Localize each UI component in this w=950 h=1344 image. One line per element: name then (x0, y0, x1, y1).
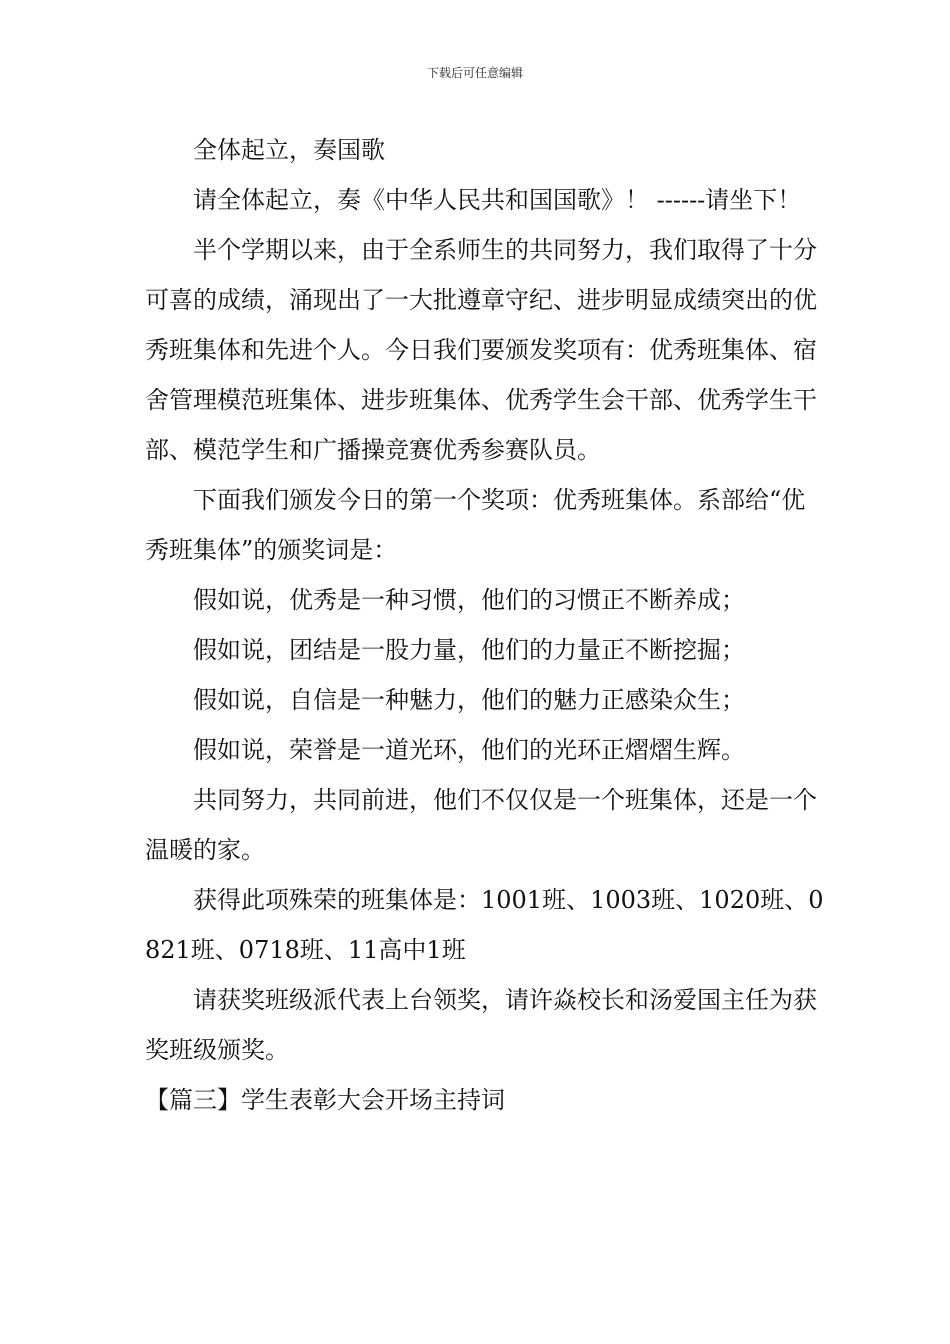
section-heading: 【篇三】学生表彰大会开场主持词 (145, 1086, 505, 1114)
paragraph-achievements: 半个学期以来，由于全系师生的共同努力，我们取得了十分可喜的成绩，涌现出了一大批遵章守纪、进步明显成绩突出的优秀班集体和先进个人。今日我们要颁发奖项有：优秀班集体、宿舍管理模范班集体、进步班集体、优秀学生会干部、优秀学生干部、模范学生和广播操竞赛优秀参赛队员。 (145, 236, 817, 464)
paragraph-presentation: 请获奖班级派代表上台领奖，请许焱校长和汤爱国主任为获奖班级颁奖。 (145, 986, 817, 1064)
paragraph-together: 共同努力，共同前进，他们不仅仅是一个班集体，还是一个温暖的家。 (145, 786, 817, 864)
paragraph-first-award: 下面我们颁发今日的第一个奖项：优秀班集体。系部给“优秀班集体”的颁奖词是： (145, 486, 806, 564)
paragraph-verse-1: 假如说，优秀是一种习惯，他们的习惯正不断养成； (193, 586, 745, 614)
paragraph-anthem: 请全体起立，奏《中华人民共和国国歌》！ ------请坐下！ (193, 186, 802, 214)
paragraph-verse-4: 假如说，荣誉是一道光环，他们的光环正熠熠生辉。 (193, 736, 745, 764)
document-body (145, 125, 825, 1125)
paragraph-verse-3: 假如说，自信是一种魅力，他们的魅力正感染众生； (193, 686, 745, 714)
paragraph-stand-up: 全体起立，奏国歌 (193, 136, 385, 164)
page-header: 下载后可任意编辑 (426, 66, 523, 80)
paragraph-verse-2: 假如说，团结是一股力量，他们的力量正不断挖掘； (193, 636, 745, 664)
paragraph-winning-classes: 获得此项殊荣的班集体是：1001班、1003班、1020班、0821班、0718班、11高中1班 (145, 886, 824, 964)
